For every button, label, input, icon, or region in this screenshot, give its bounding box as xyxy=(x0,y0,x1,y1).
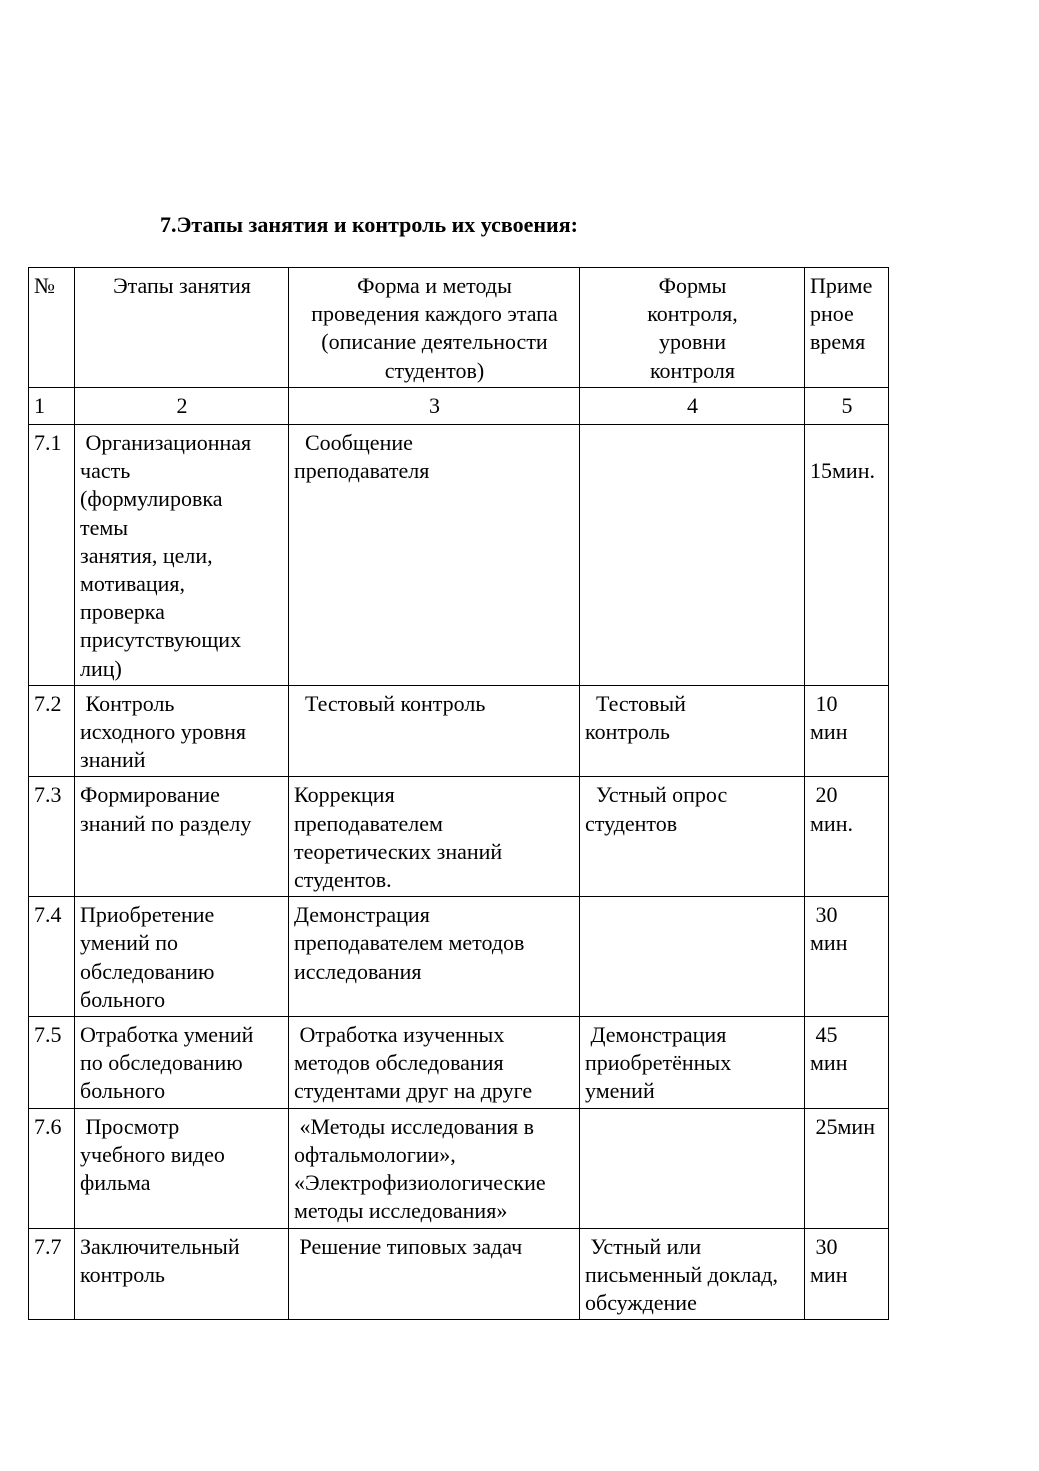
column-number: 2 xyxy=(75,387,289,424)
control-cell xyxy=(580,897,805,1017)
row-number-cell: 7.7 xyxy=(29,1228,75,1320)
method-cell: Коррекция преподавателем теоретических знаний студентов. xyxy=(289,777,580,897)
method-cell: Демонстрация преподавателем методов исследования xyxy=(289,897,580,1017)
row-number-cell: 7.2 xyxy=(29,685,75,777)
stage-cell: Формирование знаний по разделу xyxy=(75,777,289,897)
row-number-cell: 7.4 xyxy=(29,897,75,1017)
control-cell: Устный опрос студентов xyxy=(580,777,805,897)
table-row xyxy=(29,1228,889,1320)
row-number-cell: 7.1 xyxy=(29,425,75,686)
time-cell: 25мин xyxy=(805,1108,889,1228)
header-cell-number: № xyxy=(29,268,75,388)
table-row xyxy=(29,1108,889,1228)
method-cell: Отработка изученных методов обследования студентами друг на друге xyxy=(289,1017,580,1109)
row-number-cell: 7.5 xyxy=(29,1017,75,1109)
column-number: 3 xyxy=(289,387,580,424)
column-number: 5 xyxy=(805,387,889,424)
method-cell: «Методы исследования в офтальмологии», «Электрофизиологические методы исследования» xyxy=(289,1108,580,1228)
control-cell: Устный или письменный доклад, обсуждение xyxy=(580,1228,805,1320)
table-row xyxy=(29,685,889,777)
stage-cell: Заключительный контроль xyxy=(75,1228,289,1320)
stage-cell: Контроль исходного уровня знаний xyxy=(75,685,289,777)
method-cell: Решение типовых задач xyxy=(289,1228,580,1320)
method-cell: Тестовый контроль xyxy=(289,685,580,777)
control-cell xyxy=(580,1108,805,1228)
stage-cell: Организационная часть (формулировка темы занятия, цели, мотивация, проверка присутствующих лиц) xyxy=(75,425,289,686)
stages-table xyxy=(28,267,889,1320)
table-row xyxy=(29,425,889,686)
header-cell-method: Форма и методы проведения каждого этапа (описание деятельности студентов) xyxy=(289,268,580,388)
time-cell: 45 мин xyxy=(805,1017,889,1109)
header-cell-stage: Этапы занятия xyxy=(75,268,289,388)
table-row xyxy=(29,1017,889,1109)
table-row xyxy=(29,897,889,1017)
method-cell: Сообщение преподавателя xyxy=(289,425,580,686)
stage-cell: Приобретение умений по обследованию больного xyxy=(75,897,289,1017)
row-number-cell: 7.3 xyxy=(29,777,75,897)
control-cell xyxy=(580,425,805,686)
row-number-cell: 7.6 xyxy=(29,1108,75,1228)
column-number: 1 xyxy=(29,387,75,424)
time-cell: 20 мин. xyxy=(805,777,889,897)
stage-cell: Просмотр учебного видео фильма xyxy=(75,1108,289,1228)
section-heading: 7.Этапы занятия и контроль их усвоения: xyxy=(160,212,578,237)
time-cell: 30 мин xyxy=(805,897,889,1017)
time-cell: 15мин. xyxy=(805,425,889,686)
header-cell-time: Приме рное время xyxy=(805,268,889,388)
header-cell-control: Формы контроля, уровни контроля xyxy=(580,268,805,388)
time-cell: 30 мин xyxy=(805,1228,889,1320)
control-cell: Тестовый контроль xyxy=(580,685,805,777)
header-row xyxy=(29,268,889,388)
table-row xyxy=(29,777,889,897)
column-number-row xyxy=(29,387,889,424)
control-cell: Демонстрация приобретённых умений xyxy=(580,1017,805,1109)
stage-cell: Отработка умений по обследованию больного xyxy=(75,1017,289,1109)
time-cell: 10 мин xyxy=(805,685,889,777)
column-number: 4 xyxy=(580,387,805,424)
